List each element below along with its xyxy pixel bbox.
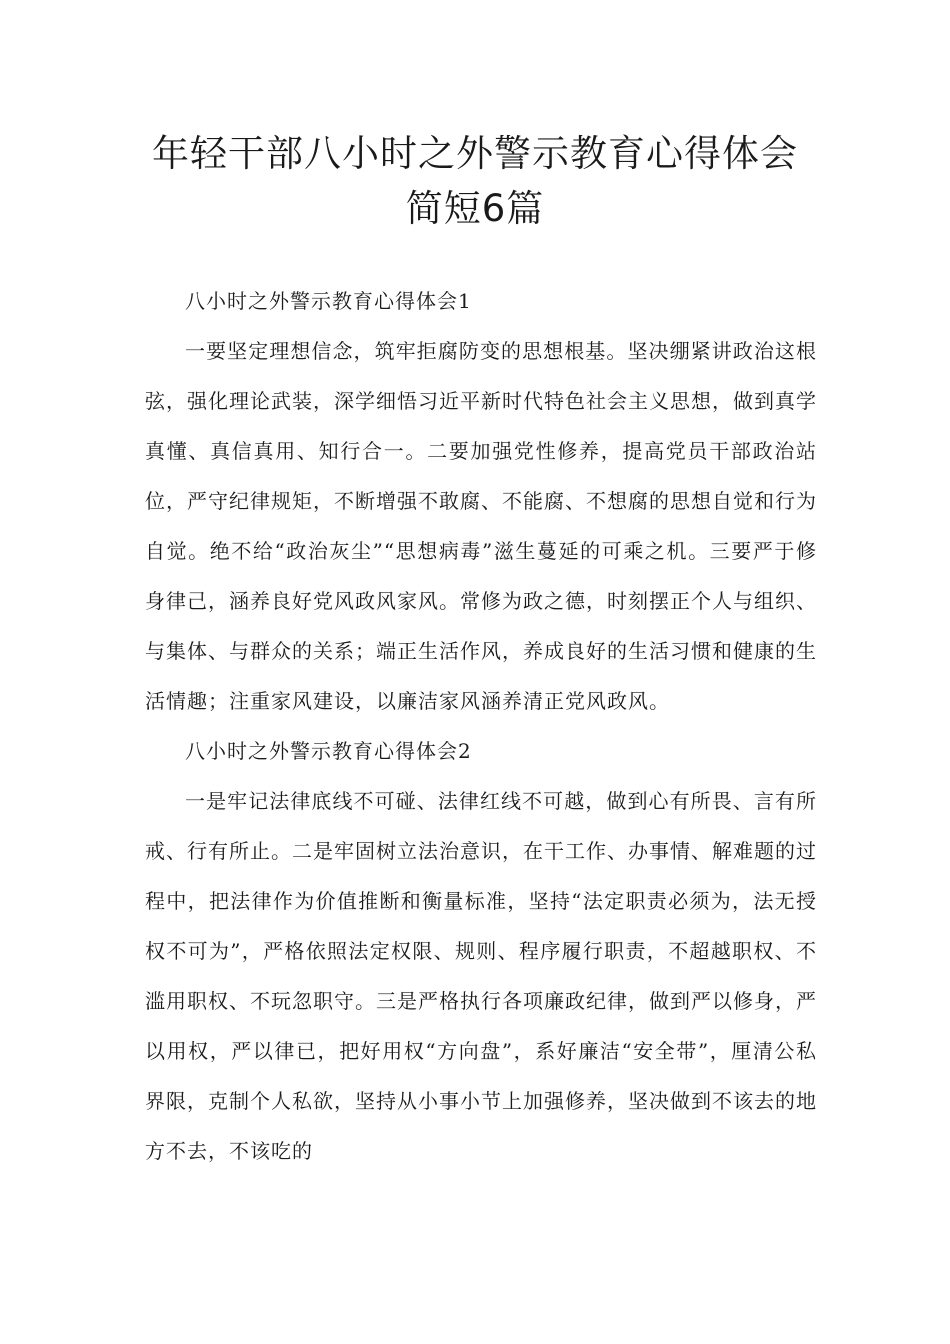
section-paragraph-2: 一是牢记法律底线不可碰、法律红线不可越，做到心有所畏、言有所戒、行有所止。二是牢固树立法治意识，在干工作、办事情、解难题的过程中，把法律作为价值推断和衡量标准，坚持“法定职责必须为，法无授权不可为”，严格依照法定权限、规则、程序履行职责，不超越职权、不滥用职权、不玩忽职守。三是严格执行各项廉政纪律，做到严以修身，严以用权，严以律已，把好用权“方向盘”，系好廉洁“安全带”，厘清公私界限，克制个人私欲，坚持从小事小节上加强修养，坚决做到不该去的地方不去，不该吃的 [145,789,817,1163]
document-body [145,276,817,1176]
section-paragraph-1: 一要坚定理想信念，筑牢拒腐防变的思想根基。坚决绷紧讲政治这根弦，强化理论武装，深学细悟习近平新时代特色社会主义思想，做到真学真懂、真信真用、知行合一。二要加强党性修养，提高党员干部政治站位，严守纪律规矩，不断增强不敢腐、不能腐、不想腐的思想自觉和行为自觉。绝不给“政治灰尘”“思想病毒”滋生蔓延的可乘之机。三要严于修身律己，涵养良好党风政风家风。常修为政之德，时刻摆正个人与组织、与集体、与群众的关系；端正生活作风，养成良好的生活习惯和健康的生活情趣；注重家风建设，以廉洁家风涵养清正党风政风。 [145,339,817,713]
title-line-2: 简短6篇 [405,187,545,230]
title-line-1: 年轻干部八小时之外警示教育心得体会 [152,132,798,175]
section-heading-1: 八小时之外警示教育心得体会1 [185,289,472,313]
document-title [0,126,950,236]
section-heading-2: 八小时之外警示教育心得体会2 [185,739,472,763]
